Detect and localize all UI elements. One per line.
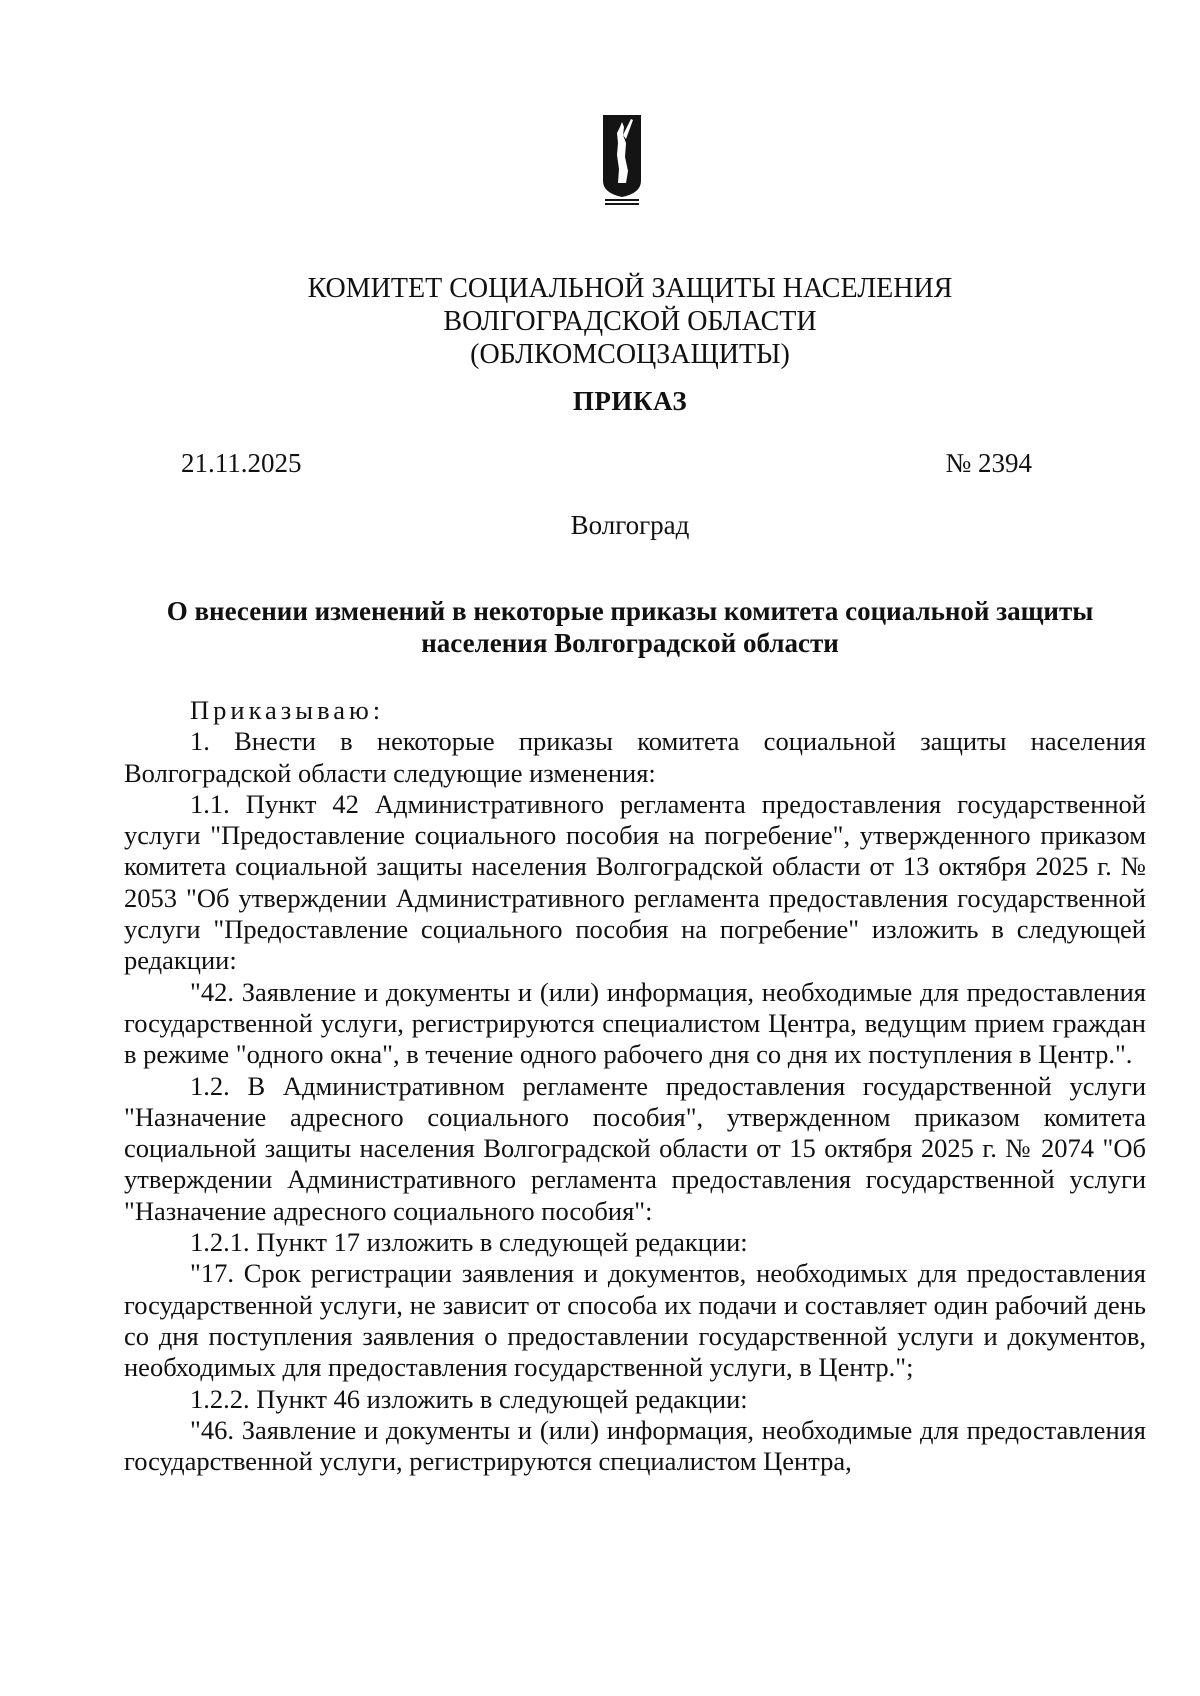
title-line-1: О внесении изменений в некоторые приказы комитета социальной защиты [166, 596, 1094, 626]
org-line-2: ВОЛГОГРАДСКОЙ ОБЛАСТИ [443, 306, 817, 337]
organization-name [170, 272, 1090, 371]
order-intro: Приказываю: [190, 695, 385, 725]
paragraph-1-2: 1.2. В Административном регламенте предоставления государственной услуги "Назначение адресного социального пособия", утвержденном приказом комитета социальной защиты населения Волгоградской области от 15 октября 2025 г. № 2074 "Об утверждении Административного регламента предоставления государственной услуги "Назначение адресного социального пособия": [124, 1070, 1146, 1226]
paragraph-46-quote: "46. Заявление и документы и (или) информация, необходимые для предоставления государственной услуги, регистрируются специалистом Центра, [124, 1414, 1146, 1477]
paragraph-1-1: 1.1. Пункт 42 Административного регламента предоставления государственной услуги "Предоставление социального пособия на погребение", утвержденного приказом комитета социальной защиты населения Волгоградской области от 13 октября 2025 г. № 2053 "Об утверждении Административного регламента предоставления государственной услуги "Предоставление социального пособия на погребение" изложить в следующей редакции: [124, 788, 1146, 976]
document-title [130, 595, 1130, 659]
volgograd-coat-of-arms-icon [602, 113, 642, 207]
paragraph-42-quote: "42. Заявление и документы и (или) информация, необходимые для предоставления государственной услуги, регистрируются специалистом Центра, ведущим прием граждан в режиме "одного окна", в течение одного рабочего дня со дня их поступления в Центр.". [124, 976, 1146, 1070]
org-line-3: (ОБЛКОМСОЦЗАЩИТЫ) [470, 339, 790, 370]
document-body [124, 695, 1146, 1477]
document-city: Волгоград [570, 510, 690, 540]
title-line-2: населения Волгоградской области [421, 628, 839, 658]
org-line-1: КОМИТЕТ СОЦИАЛЬНОЙ ЗАЩИТЫ НАСЕЛЕНИЯ [307, 273, 953, 304]
document-type: ПРИКАЗ [572, 386, 688, 416]
paragraph-1: 1. Внести в некоторые приказы комитета социальной защиты населения Волгоградской области следующие изменения: [124, 726, 1146, 788]
paragraph-1-2-2: 1.2.2. Пункт 46 изложить в следующей редакции: [190, 1383, 748, 1414]
paragraph-17-quote: "17. Срок регистрации заявления и документов, необходимых для предоставления государственной услуги, не зависит от способа их подачи и составляет один рабочий день со дня поступления заявления о предоставлении государственной услуги и документов, необходимых для предоставления государственной услуги, в Центр."; [124, 1258, 1146, 1383]
paragraph-1-2-1: 1.2.1. Пункт 17 изложить в следующей редакции: [190, 1227, 748, 1258]
document-number: № 2394 [945, 448, 1032, 478]
document-date: 21.11.2025 [181, 448, 302, 478]
